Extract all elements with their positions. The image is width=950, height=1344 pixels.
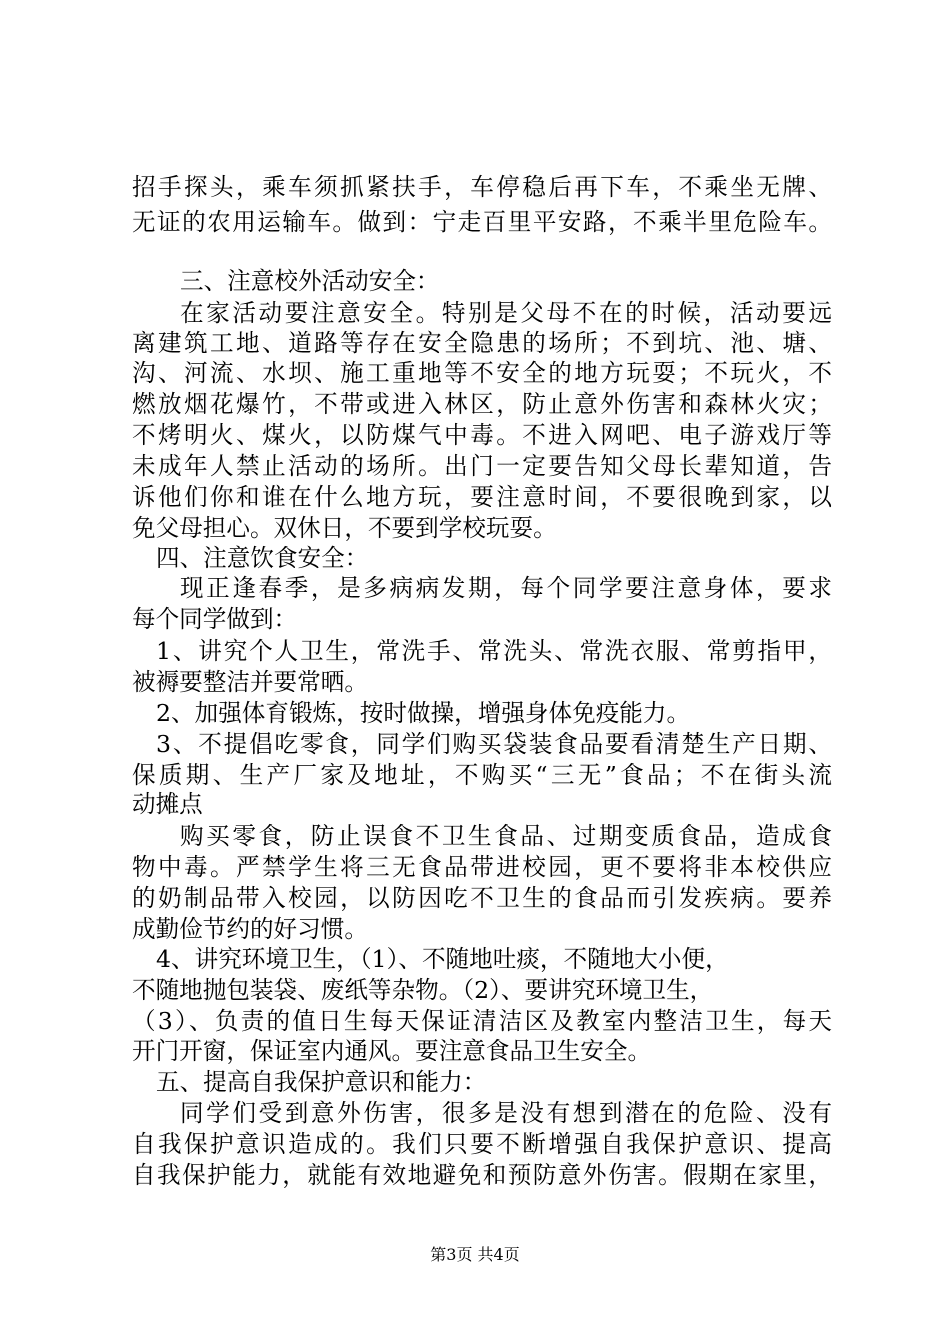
- page-number-footer: 第3页 共4页: [430, 1245, 520, 1264]
- body-line: 免父母担心。双休日，不要到学校玩耍。: [132, 514, 557, 542]
- body-line: 无证的农用运输车。做到：宁走百里平安路，不乘半里危险车。: [132, 208, 832, 236]
- body-line: 物中毒。严禁学生将三无食品带进校园，更不要将非本校供应: [132, 853, 832, 881]
- body-line: （3）、负责的值日生每天保证清洁区及教室内整洁卫生，每天: [132, 1007, 832, 1035]
- list-item: 4、讲究环境卫生，（1）、不随地吐痰，不随地大小便，: [156, 945, 729, 973]
- section-heading: 四、注意饮食安全：: [156, 544, 369, 572]
- body-line: 燃放烟花爆竹，不带或进入林区，防止意外伤害和森林火灾；: [132, 390, 832, 418]
- body-line: 购买零食，防止误食不卫生食品、过期变质食品，造成食: [180, 822, 832, 850]
- body-line: 自我保护意识造成的。我们只要不断增强自我保护意识、提高: [132, 1130, 832, 1158]
- body-line: 成勤俭节约的好习惯。: [132, 915, 368, 943]
- body-line: 离建筑工地、道路等存在安全隐患的场所；不到坑、池、塘、: [132, 329, 832, 357]
- body-line: 招手探头，乘车须抓紧扶手，车停稳后再下车，不乘坐无牌、: [132, 173, 832, 201]
- body-line: 同学们受到意外伤害，很多是没有想到潜在的危险、没有: [180, 1099, 832, 1127]
- body-line: 在家活动要注意安全。特别是父母不在的时候，活动要远: [180, 299, 832, 327]
- body-line: 不随地抛包装袋、废纸等杂物。（2）、要讲究环境卫生，: [132, 976, 714, 1004]
- body-line: 沟、河流、水坝、施工重地等不安全的地方玩耍；不玩火，不: [132, 359, 832, 387]
- list-item: 3、不提倡吃零食，同学们购买袋装食品要看清楚生产日期、: [156, 730, 832, 758]
- body-line: 动摊点: [132, 790, 203, 818]
- body-line: 每个同学做到：: [132, 605, 298, 633]
- body-line: 诉他们你和谁在什么地方玩，要注意时间，不要很晚到家，以: [132, 483, 832, 511]
- list-item: 2、加强体育锻炼，按时做操，增强身体免疫能力。: [156, 699, 691, 727]
- list-item: 1、讲究个人卫生，常洗手、常洗头、常洗衣服、常剪指甲，: [156, 637, 832, 665]
- body-line: 未成年人禁止活动的场所。出门一定要告知父母长辈知道，告: [132, 452, 832, 480]
- body-line: 自我保护能力，就能有效地避免和预防意外伤害。假期在家里，: [132, 1161, 832, 1189]
- body-line: 开门开窗，保证室内通风。要注意食品卫生安全。: [132, 1037, 652, 1065]
- body-line: 被褥要整洁并要常晒。: [132, 668, 368, 696]
- body-line: 现正逢春季，是多病病发期，每个同学要注意身体，要求: [180, 574, 832, 602]
- body-line: 保质期、生产厂家及地址，不购买“三无”食品；不在街头流: [132, 761, 832, 789]
- body-line: 不烤明火、煤火，以防煤气中毒。不进入网吧、电子游戏厅等: [132, 421, 832, 449]
- section-heading: 五、提高自我保护意识和能力：: [156, 1068, 487, 1096]
- section-heading: 三、注意校外活动安全：: [180, 267, 440, 295]
- body-line: 的奶制品带入校园，以防因吃不卫生的食品而引发疾病。要养: [132, 884, 832, 912]
